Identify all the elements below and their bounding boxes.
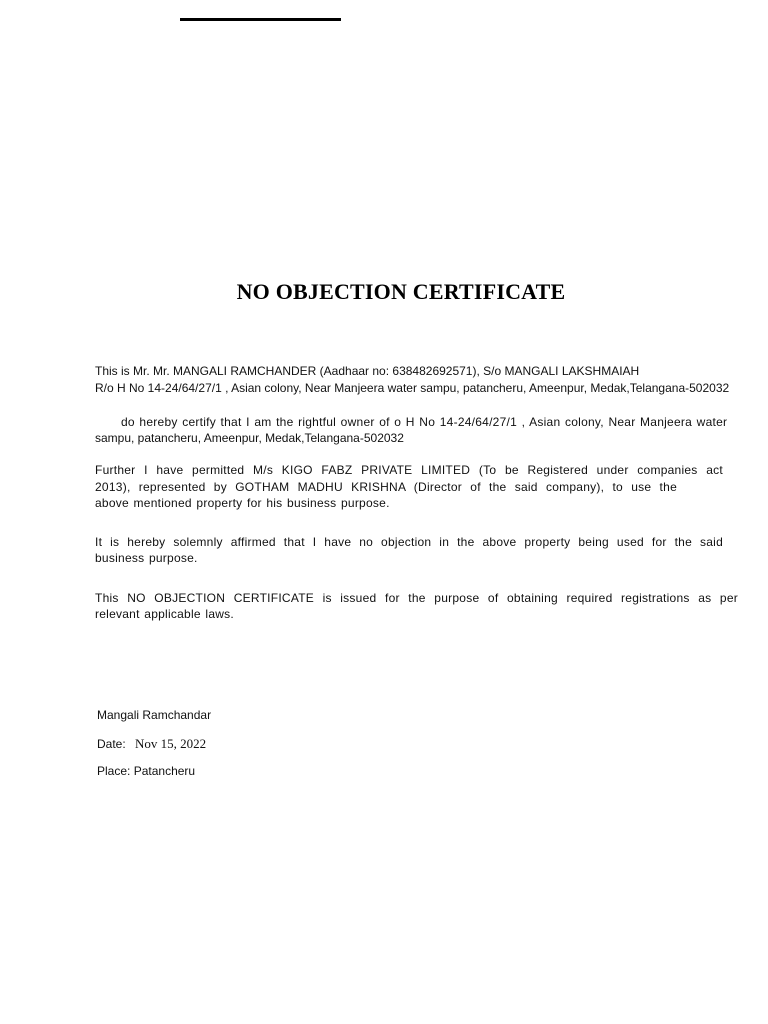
place-value: Patancheru	[133, 764, 196, 778]
signatory-name: Mangali Ramchandar	[97, 708, 212, 722]
top-rule	[180, 18, 341, 21]
affirm-line-1: It is hereby solemnly affirmed that I have no objection in the above property being used for the said	[95, 535, 723, 549]
date-label: Date:	[97, 737, 126, 751]
issued-line-1: This NO OBJECTION CERTIFICATE is issued for the purpose of obtaining required registrations as per	[95, 591, 738, 605]
further-line-1: Further I have permitted M/s KIGO FABZ PRIVATE LIMITED (To be Registered under companies act	[95, 463, 723, 477]
certify-line-1: do hereby certify that I am the rightful owner of o H No 14-24/64/27/1 , Asian colony, Near Manjeera water	[121, 415, 728, 429]
document-title: NO OBJECTION CERTIFICATE	[236, 279, 566, 304]
place-label: Place:	[97, 764, 131, 778]
further-line-2: 2013), represented by GOTHAM MADHU KRISHNA (Director of the said company), to use the	[95, 480, 677, 494]
place-row	[97, 764, 195, 778]
date-row	[97, 736, 206, 752]
intro-line-1: This is Mr. Mr. MANGALI RAMCHANDER (Aadhaar no: 638482692571), S/o MANGALI LAKSHMAIAH	[95, 364, 640, 378]
certify-line-2: sampu, patancheru, Ameenpur, Medak,Telangana-502032	[95, 431, 404, 445]
issued-line-2: relevant applicable laws.	[95, 607, 234, 621]
affirm-line-2: business purpose.	[95, 551, 198, 565]
further-line-3: above mentioned property for his business purpose.	[95, 496, 390, 510]
date-value: Nov 15, 2022	[135, 736, 207, 751]
intro-line-2: R/o H No 14-24/64/27/1 , Asian colony, Near Manjeera water sampu, patancheru, Ameenpur, Medak,Telangana-502032	[95, 381, 730, 395]
